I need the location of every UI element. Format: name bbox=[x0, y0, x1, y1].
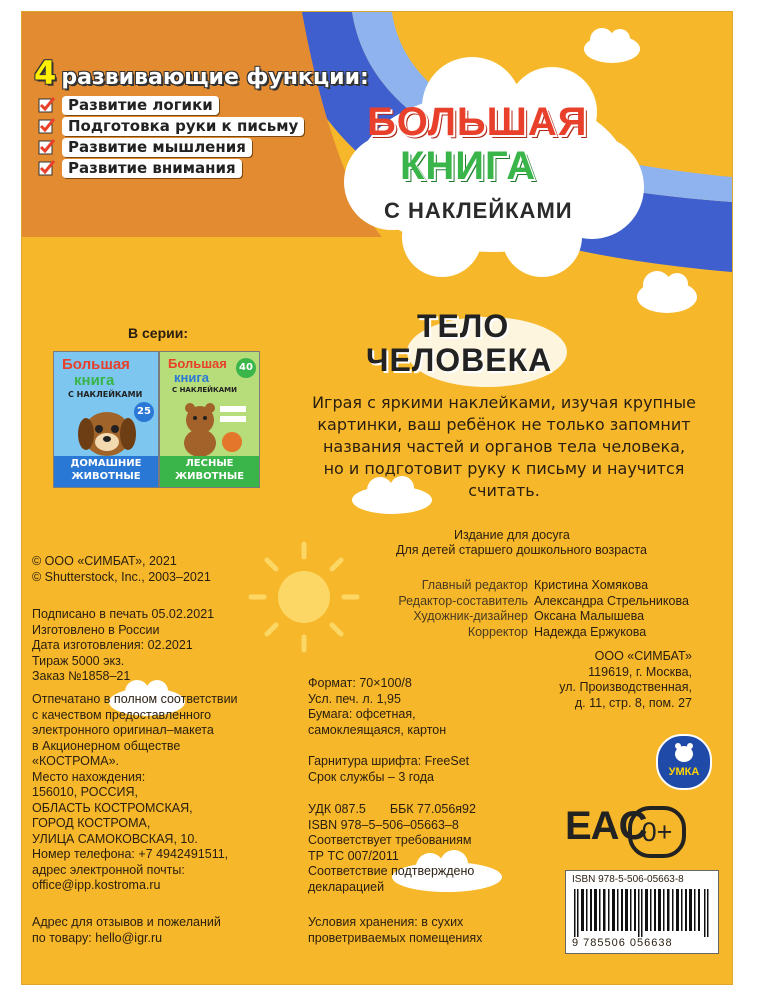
format-line: Формат: 70×100/8 bbox=[308, 676, 412, 690]
series-book-title: книга bbox=[74, 372, 115, 389]
feedback-line: по товару: hello@igr.ru bbox=[32, 930, 163, 945]
print-info-line: Подписано в печать 05.02.2021 bbox=[32, 607, 215, 621]
compliance-line: Соответствие подтверждено bbox=[308, 864, 475, 878]
printer-info bbox=[32, 692, 238, 894]
storage-line: Условия хранения: в сухих bbox=[308, 915, 464, 929]
series-book-subtitle: С НАКЛЕЙКАМИ bbox=[68, 390, 143, 399]
printer-line: с качеством предоставленного bbox=[32, 707, 212, 722]
features-number: 4 bbox=[34, 54, 57, 92]
credit-name: Оксана Малышева bbox=[534, 609, 645, 623]
credit-role: Главный редактор bbox=[421, 578, 528, 592]
credit-row bbox=[356, 578, 706, 594]
isbn: ISBN 978–5–506–05663–8 bbox=[308, 817, 459, 832]
checkbox-icon bbox=[38, 96, 56, 114]
checkbox-icon bbox=[38, 159, 56, 177]
format-line: Усл. печ. л. 1,95 bbox=[308, 691, 401, 706]
series-book-footer: ЛЕСНЫЕ bbox=[185, 458, 234, 469]
credit-row bbox=[356, 625, 706, 641]
features-header bbox=[34, 54, 369, 92]
credit-name: Кристина Хомякова bbox=[534, 578, 649, 592]
audience-line-2: Для детей старшего дошкольного возраста bbox=[396, 543, 647, 557]
series-book-footer: ДОМАШНИЕ bbox=[70, 458, 142, 469]
series-book-footer: ЖИВОТНЫЕ bbox=[71, 471, 141, 482]
print-info bbox=[32, 607, 214, 685]
feedback-line: Адрес для отзывов и пожеланий bbox=[32, 915, 221, 929]
credits bbox=[356, 578, 706, 640]
series-book-subtitle: С НАКЛЕЙКАМИ bbox=[172, 386, 237, 394]
age-mark: 0+ bbox=[628, 806, 686, 858]
feature-item bbox=[38, 116, 304, 136]
printer-line: ГОРОД КОСТРОМА, bbox=[32, 816, 151, 830]
credit-role: Редактор-составитель bbox=[398, 593, 528, 608]
copyright bbox=[32, 554, 211, 585]
font-service-info bbox=[308, 754, 469, 785]
logo-line-3: С НАКЛЕЙКАМИ bbox=[384, 198, 573, 223]
print-info-line: Дата изготовления: 02.2021 bbox=[32, 638, 193, 652]
font-line: Гарнитура шрифта: FreeSet bbox=[308, 754, 470, 768]
feature-label: Развитие внимания bbox=[62, 159, 242, 178]
publisher bbox=[462, 649, 692, 711]
barcode-number: 9 785506 056638 bbox=[572, 937, 673, 949]
copyright-line: © ООО «СИМБАТ», 2021 bbox=[32, 554, 177, 568]
audience-line-1: Издание для досуга bbox=[454, 528, 570, 542]
series-book-2 bbox=[159, 351, 260, 488]
book-title-line-1: ТЕЛО bbox=[417, 308, 510, 344]
printer-line: адрес электронной почты: bbox=[32, 862, 185, 877]
feature-item bbox=[38, 95, 304, 115]
barcode-bars bbox=[574, 889, 710, 937]
feature-item bbox=[38, 158, 304, 178]
eac-mark: EAC bbox=[565, 804, 647, 848]
printer-line: 156010, РОССИЯ, bbox=[32, 785, 138, 799]
publisher-line: 119619, г. Москва, bbox=[588, 664, 692, 679]
printer-line: ОБЛАСТЬ КОСТРОМСКАЯ, bbox=[32, 800, 193, 815]
series-badge: 40 bbox=[236, 358, 256, 378]
series-book-title: Большая bbox=[168, 356, 227, 371]
udk-block bbox=[308, 802, 476, 895]
bear-illustration bbox=[170, 398, 250, 456]
credit-name: Надежда Ержукова bbox=[534, 624, 647, 639]
features-title: развивающие функции: bbox=[61, 65, 369, 90]
series-book-1 bbox=[53, 351, 159, 488]
format-info bbox=[308, 676, 446, 738]
description-line: но и подготовит руку к письму и научится bbox=[323, 459, 685, 478]
compliance-line: Соответствует требованиям bbox=[308, 833, 472, 847]
series-badge: 25 bbox=[134, 402, 154, 422]
publisher-line: д. 11, стр. 8, пом. 27 bbox=[574, 695, 692, 710]
print-info-line: Заказ №1858–21 bbox=[32, 669, 131, 683]
compliance-line: декларацией bbox=[308, 879, 385, 894]
barcode bbox=[565, 870, 719, 954]
brand-logo bbox=[656, 734, 712, 790]
service-life-line: Срок службы – 3 года bbox=[308, 769, 434, 784]
bbk: ББК 77.056я92 bbox=[389, 802, 476, 816]
puppy-illustration bbox=[72, 404, 142, 456]
printer-line: в Акционерном обществе bbox=[32, 738, 181, 753]
compliance-line: ТР ТС 007/2011 bbox=[308, 848, 399, 863]
logo-line-2: КНИГА bbox=[400, 144, 537, 188]
description bbox=[284, 392, 724, 502]
back-cover bbox=[22, 12, 732, 984]
printer-line: office@ipp.kostroma.ru bbox=[32, 878, 161, 892]
book-title-line-2: ЧЕЛОВЕКА bbox=[366, 342, 553, 378]
series-book-title: книга bbox=[174, 370, 209, 385]
credit-role: Художник-дизайнер bbox=[413, 609, 528, 623]
print-info-line: Изготовлено в России bbox=[32, 622, 160, 637]
credit-role: Корректор bbox=[467, 624, 528, 639]
credit-row bbox=[356, 594, 706, 610]
storage-line: проветриваемых помещениях bbox=[308, 930, 483, 945]
publisher-line: ул. Производственная, bbox=[559, 680, 692, 694]
credit-name: Александра Стрельникова bbox=[534, 593, 689, 608]
feature-label: Подготовка руки к письму bbox=[62, 117, 304, 136]
brand-name: УМКА bbox=[668, 766, 700, 778]
barcode-isbn: ISBN 978-5-506-05663-8 bbox=[572, 874, 684, 885]
feature-label: Развитие логики bbox=[62, 96, 219, 115]
features-list bbox=[38, 95, 304, 178]
feature-label: Развитие мышления bbox=[62, 138, 252, 157]
description-line: названия частей и органов тела человека, bbox=[322, 437, 686, 456]
printer-line: Отпечатано в полном соответствии bbox=[32, 692, 238, 706]
credit-row bbox=[356, 609, 706, 625]
storage bbox=[308, 915, 482, 946]
logo-line-1: БОЛЬШАЯ bbox=[367, 100, 588, 144]
bear-logo-icon bbox=[672, 740, 696, 764]
printer-line: электронного оригинал–макета bbox=[32, 723, 214, 737]
description-line: считать. bbox=[468, 481, 540, 500]
print-info-line: Тираж 5000 экз. bbox=[32, 653, 125, 668]
series-book-footer: ЖИВОТНЫЕ bbox=[174, 471, 245, 482]
format-line: самоклеящаяся, картон bbox=[308, 722, 447, 737]
description-line: Играя с яркими наклейками, изучая крупные bbox=[312, 393, 696, 412]
printer-line: УЛИЦА САМОКОВСКАЯ, 10. bbox=[32, 831, 198, 846]
printer-line: Номер телефона: +7 4942491511, bbox=[32, 847, 229, 861]
feature-item bbox=[38, 137, 304, 157]
series-book-title: Большая bbox=[62, 356, 130, 373]
format-line: Бумага: офсетная, bbox=[308, 707, 416, 721]
checkbox-icon bbox=[38, 138, 56, 156]
printer-line: Место нахождения: bbox=[32, 769, 146, 784]
printer-line: «КОСТРОМА». bbox=[32, 754, 120, 768]
udk: УДК 087.5 bbox=[308, 802, 366, 816]
description-line: картинки, ваш ребёнок не только запомнит bbox=[317, 415, 691, 434]
feedback bbox=[32, 915, 221, 946]
checkbox-icon bbox=[38, 117, 56, 135]
copyright-line: © Shutterstock, Inc., 2003–2021 bbox=[32, 569, 211, 584]
publisher-line: ООО «СИМБАТ» bbox=[594, 649, 692, 663]
series-label: В серии: bbox=[128, 325, 188, 341]
